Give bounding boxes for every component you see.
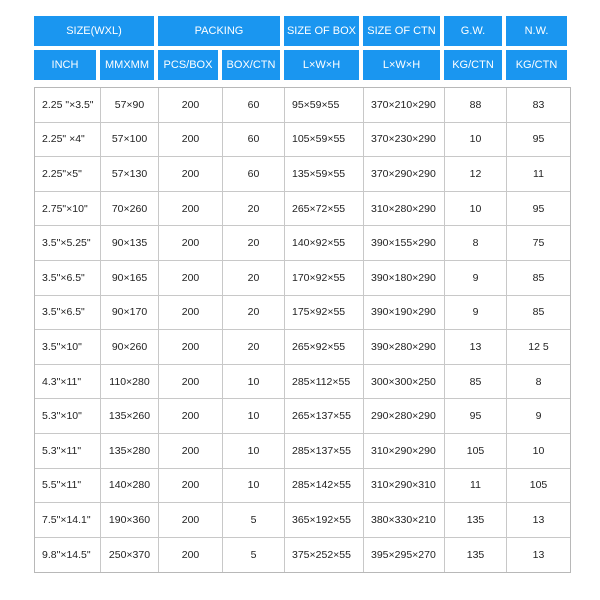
cell-nw: 11 <box>533 167 544 180</box>
cell-box-ctn: 10 <box>223 469 285 503</box>
cell-nw: 95 <box>532 202 545 215</box>
table-row <box>35 365 570 400</box>
cell-mmxmm: 90×135 <box>101 226 159 260</box>
cell-pcs-box: 200 <box>159 157 223 191</box>
cell-box-size: 375×252×55 <box>285 538 364 573</box>
cell-ctn-size: 390×155×290 <box>364 226 445 260</box>
cell-gw: 11 <box>445 469 507 503</box>
cell-mmxmm: 140×280 <box>101 469 159 503</box>
cell-mmxmm: 110×280 <box>101 365 159 399</box>
cell-inch: 9.8"×14.5" <box>35 538 101 573</box>
cell-box-ctn: 20 <box>223 261 285 295</box>
cell-pcs-box: 200 <box>159 123 223 157</box>
cell-ctn-size: 390×280×290 <box>364 330 445 364</box>
cell-box-ctn: 20 <box>223 330 285 364</box>
cell-pcs-box: 200 <box>159 434 223 468</box>
header-gw: G.W. <box>444 16 502 46</box>
cell-box-ctn: 5 <box>223 503 285 537</box>
header-lwh-ctn: L×W×H <box>363 50 440 80</box>
cell-mmxmm: 57×130 <box>101 157 159 191</box>
cell-ctn-size: 310×290×310 <box>364 469 445 503</box>
cell-gw: 10 <box>445 192 507 226</box>
header-mmxmm: MMXMM <box>100 50 154 80</box>
cell-box-ctn: 10 <box>223 434 285 468</box>
cell-nw: 83 <box>532 98 545 111</box>
cell-box-ctn: 20 <box>223 226 285 260</box>
cell-box-ctn: 10 <box>223 365 285 399</box>
cell-box-size: 140×92×55 <box>285 226 364 260</box>
cell-ctn-size: 395×295×270 <box>364 538 445 573</box>
cell-nw: 85 <box>532 306 545 319</box>
cell-pcs-box: 200 <box>159 192 223 226</box>
cell-box-ctn: 60 <box>223 157 285 191</box>
cell-ctn-size: 380×330×210 <box>364 503 445 537</box>
cell-ctn-size: 290×280×290 <box>364 399 445 433</box>
cell-mmxmm: 90×260 <box>101 330 159 364</box>
header-inch: INCH <box>34 50 96 80</box>
table-row <box>35 157 570 192</box>
cell-gw: 88 <box>445 88 507 122</box>
cell-mmxmm: 57×100 <box>101 123 159 157</box>
cell-mmxmm: 135×280 <box>101 434 159 468</box>
cell-ctn-size: 370×290×290 <box>364 157 445 191</box>
cell-pcs-box: 200 <box>159 538 223 573</box>
cell-inch: 2.25" ×4" <box>35 123 101 157</box>
table-row <box>35 330 570 365</box>
cell-inch: 5.3"×10" <box>35 399 101 433</box>
cell-ctn-size: 300×300×250 <box>364 365 445 399</box>
header-box-ctn: BOX/CTN <box>222 50 280 80</box>
header-size-group: SIZE(WXL) <box>34 16 154 46</box>
cell-gw: 9 <box>445 261 507 295</box>
cell-pcs-box: 200 <box>159 330 223 364</box>
table-row <box>35 226 570 261</box>
header-kg-ctn-gw: KG/CTN <box>444 50 502 80</box>
cell-inch: 5.3"×11" <box>35 434 101 468</box>
cell-box-size: 170×92×55 <box>285 261 364 295</box>
cell-ctn-size: 370×230×290 <box>364 123 445 157</box>
cell-inch: 2.75"×10" <box>35 192 101 226</box>
cell-nw: 10 <box>532 444 545 457</box>
cell-nw: 105 <box>529 479 548 492</box>
header-kg-ctn-nw: KG/CTN <box>506 50 567 80</box>
cell-inch: 7.5"×14.1" <box>35 503 101 537</box>
cell-nw: 13 <box>532 549 545 562</box>
cell-box-ctn: 20 <box>223 296 285 330</box>
cell-box-size: 365×192×55 <box>285 503 364 537</box>
cell-pcs-box: 200 <box>159 399 223 433</box>
cell-box-ctn: 60 <box>223 123 285 157</box>
cell-gw: 9 <box>445 296 507 330</box>
cell-ctn-size: 390×180×290 <box>364 261 445 295</box>
cell-pcs-box: 200 <box>159 365 223 399</box>
cell-box-size: 95×59×55 <box>285 88 364 122</box>
cell-mmxmm: 90×170 <box>101 296 159 330</box>
cell-mmxmm: 190×360 <box>101 503 159 537</box>
table-row <box>35 192 570 227</box>
cell-inch: 5.5"×11" <box>35 469 101 503</box>
cell-box-ctn: 5 <box>223 538 285 573</box>
cell-mmxmm: 70×260 <box>101 192 159 226</box>
table-row <box>35 469 570 504</box>
header-size-of-ctn: SIZE OF CTN <box>363 16 440 46</box>
cell-inch: 3.5"×10" <box>35 330 101 364</box>
header-nw: N.W. <box>506 16 567 46</box>
cell-box-size: 285×112×55 <box>285 365 364 399</box>
cell-pcs-box: 200 <box>159 88 223 122</box>
cell-pcs-box: 200 <box>159 261 223 295</box>
cell-box-size: 175×92×55 <box>285 296 364 330</box>
cell-ctn-size: 310×290×290 <box>364 434 445 468</box>
header-pcs-box: PCS/BOX <box>158 50 218 80</box>
header-packing-group: PACKING <box>158 16 280 46</box>
cell-inch: 2.25 "×3.5" <box>35 88 101 122</box>
cell-box-ctn: 10 <box>223 399 285 433</box>
cell-inch: 3.5"×6.5" <box>35 296 101 330</box>
cell-inch: 3.5"×5.25" <box>35 226 101 260</box>
spec-table <box>34 16 567 573</box>
cell-pcs-box: 200 <box>159 469 223 503</box>
table-row <box>35 88 570 123</box>
cell-mmxmm: 90×165 <box>101 261 159 295</box>
cell-box-size: 265×137×55 <box>285 399 364 433</box>
cell-nw: 13 <box>532 513 545 526</box>
cell-box-size: 265×92×55 <box>285 330 364 364</box>
table-row <box>35 503 570 538</box>
table-row <box>35 538 570 573</box>
cell-nw: 75 <box>532 237 545 250</box>
cell-gw: 135 <box>445 503 507 537</box>
cell-box-size: 285×142×55 <box>285 469 364 503</box>
table-row <box>35 296 570 331</box>
cell-pcs-box: 200 <box>159 296 223 330</box>
cell-gw: 135 <box>445 538 507 573</box>
cell-nw: 8 <box>535 375 542 388</box>
table-row <box>35 434 570 469</box>
header-row-units <box>34 50 567 80</box>
cell-box-size: 135×59×55 <box>285 157 364 191</box>
cell-nw: 9 <box>535 410 542 423</box>
table-body <box>34 87 571 573</box>
header-lwh-box: L×W×H <box>284 50 359 80</box>
cell-nw: 95 <box>532 133 545 146</box>
cell-gw: 85 <box>445 365 507 399</box>
cell-box-size: 285×137×55 <box>285 434 364 468</box>
cell-pcs-box: 200 <box>159 226 223 260</box>
table-row <box>35 261 570 296</box>
cell-ctn-size: 310×280×290 <box>364 192 445 226</box>
cell-inch: 2.25"×5" <box>35 157 101 191</box>
cell-mmxmm: 250×370 <box>101 538 159 573</box>
cell-gw: 8 <box>445 226 507 260</box>
cell-box-size: 265×72×55 <box>285 192 364 226</box>
cell-gw: 12 <box>445 157 507 191</box>
cell-box-size: 105×59×55 <box>285 123 364 157</box>
table-row <box>35 123 570 158</box>
header-size-of-box: SIZE OF BOX <box>284 16 359 46</box>
cell-pcs-box: 200 <box>159 503 223 537</box>
cell-gw: 105 <box>445 434 507 468</box>
cell-mmxmm: 135×260 <box>101 399 159 433</box>
cell-inch: 3.5"×6.5" <box>35 261 101 295</box>
cell-nw: 85 <box>532 271 545 284</box>
cell-inch: 4.3"×11" <box>35 365 101 399</box>
cell-ctn-size: 390×190×290 <box>364 296 445 330</box>
cell-gw: 95 <box>445 399 507 433</box>
cell-box-ctn: 20 <box>223 192 285 226</box>
cell-gw: 13 <box>445 330 507 364</box>
cell-box-ctn: 60 <box>223 88 285 122</box>
cell-nw: 12 5 <box>528 340 549 353</box>
header-row-groups <box>34 16 567 46</box>
cell-gw: 10 <box>445 123 507 157</box>
table-row <box>35 399 570 434</box>
cell-ctn-size: 370×210×290 <box>364 88 445 122</box>
cell-mmxmm: 57×90 <box>101 88 159 122</box>
